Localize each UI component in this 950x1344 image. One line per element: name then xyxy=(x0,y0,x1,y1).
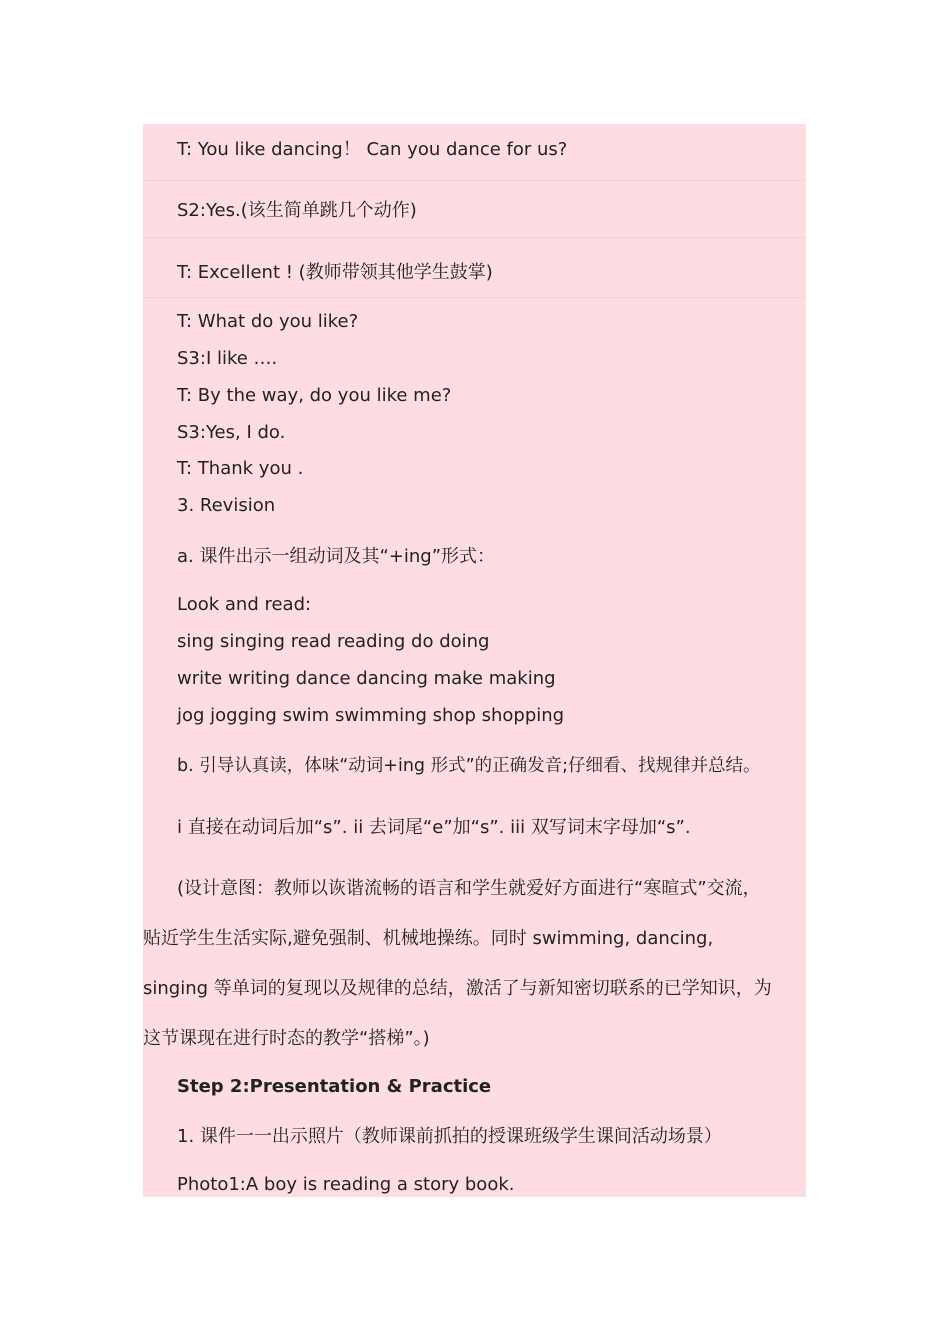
word-list-line: sing singing read reading do doing xyxy=(177,631,490,652)
divider xyxy=(143,180,806,181)
paragraph-line: Photo1:A boy is reading a story book. xyxy=(177,1174,515,1195)
list-item: 1. 课件一一出示照片（教师课前抓拍的授课班级学生课间活动场景） xyxy=(177,1126,722,1147)
word-list-line: jog jogging swim swimming shop shopping xyxy=(177,705,565,726)
dialogue-line: S3:Yes, I do. xyxy=(177,422,286,443)
dialogue-line: T: Excellent ! (教师带领其他学生鼓掌) xyxy=(177,262,493,283)
section-heading: 3. Revision xyxy=(177,495,276,516)
list-item: a. 课件出示一组动词及其“+ing”形式： xyxy=(177,546,496,567)
dialogue-line: T: By the way, do you like me? xyxy=(177,385,452,406)
dialogue-line: S2:Yes.(该生简单跳几个动作) xyxy=(177,200,417,221)
dialogue-line: T: You like dancing！ Can you dance for us? xyxy=(177,139,568,160)
divider xyxy=(143,297,806,298)
divider xyxy=(143,237,806,238)
list-item: b. 引导认真读，体味“动词+ing 形式”的正确发音;仔细看、找规律并总结。 xyxy=(177,756,761,776)
dialogue-line: S3:I like …. xyxy=(177,348,278,369)
paragraph-line: 贴近学生生活实际,避免强制、机械地操练。同时 swimming, dancing, xyxy=(143,928,714,949)
paragraph-line: i 直接在动词后加“s”. ii 去词尾“e”加“s”. iii 双写词末字母加“s”. xyxy=(177,817,691,838)
paragraph-line: 这节课现在进行时态的教学“搭梯”。) xyxy=(143,1028,430,1049)
paragraph-line: singing 等单词的复现以及规律的总结，激活了与新知密切联系的已学知识，为 xyxy=(143,978,772,999)
word-list-line: write writing dance dancing make making xyxy=(177,668,556,689)
step-heading: Step 2:Presentation & Practice xyxy=(177,1076,492,1097)
dialogue-line: T: Thank you . xyxy=(177,458,304,479)
dialogue-line: T: What do you like? xyxy=(177,311,359,332)
paragraph-line: (设计意图：教师以诙谐流畅的语言和学生就爱好方面进行“寒暄式”交流， xyxy=(177,878,761,899)
paragraph-line: Look and read: xyxy=(177,594,312,615)
